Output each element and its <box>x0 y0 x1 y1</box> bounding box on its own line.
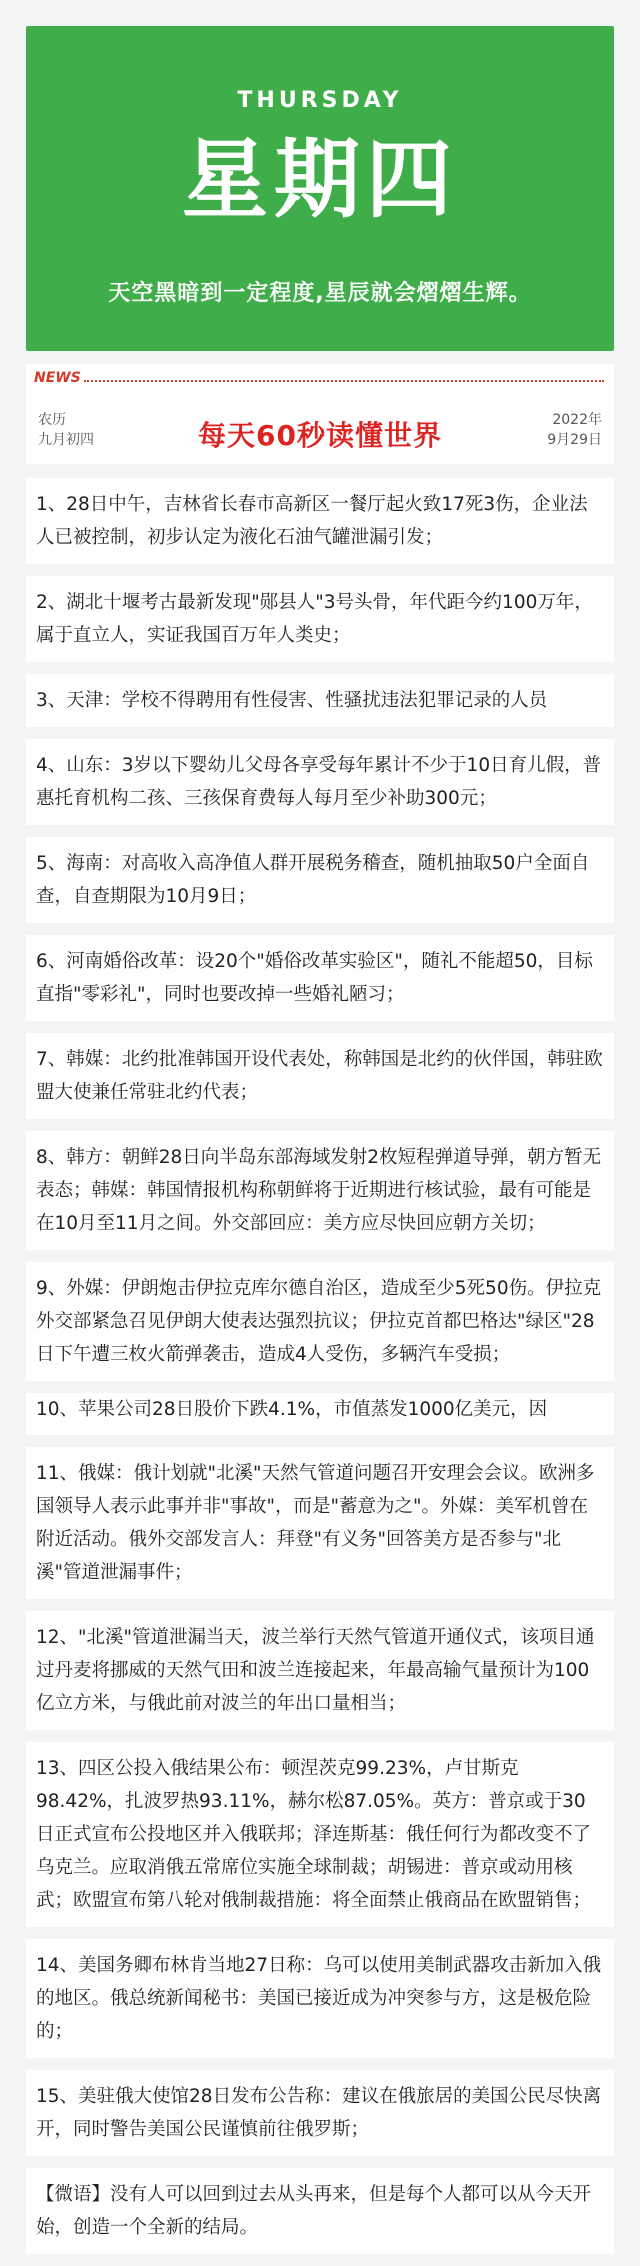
news-item-truncated: 10、苹果公司28日股价下跌4.1%，市值蒸发1000亿美元，因 <box>26 1393 614 1435</box>
news-item: 7、韩媒：北约批准韩国开设代表处，称韩国是北约的伙伴国，韩驻欧盟大使兼任常驻北约代表； <box>26 1033 614 1119</box>
news-item: 3、天津：学校不得聘用有性侵害、性骚扰违法犯罪记录的人员 <box>26 674 614 727</box>
lunar-day: 九月初四 <box>38 432 94 448</box>
news-item: 14、美国务卿布林肯当地27日称：乌可以使用美制武器攻击新加入俄的地区。俄总统新闻秘书：美国已接近成为冲突参与方，这是极危险的； <box>26 1939 614 2058</box>
news-item: 9、外媒：伊朗炮击伊拉克库尔德自治区，造成至少5死50伤。伊拉克外交部紧急召见伊朗大使表达强烈抗议；伊拉克首都巴格达"绿区"28日下午遭三枚火箭弹袭击，造成4人受伤，多辆汽车受损； <box>26 1262 614 1381</box>
news-item: 11、俄媒：俄计划就"北溪"天然气管道问题召开安理会会议。欧洲多国领导人表示此事并非"事故"，而是"蓄意为之"。外媒：美军机曾在附近活动。俄外交部发言人：拜登"有义务"回答美方是否参与"北溪"管道泄漏事件； <box>26 1447 614 1599</box>
news-item: 1、28日中午，吉林省长春市高新区一餐厅起火致17死3伤，企业法人已被控制，初步认定为液化石油气罐泄漏引发； <box>26 478 614 564</box>
page-title: 每天60秒读懂世界 <box>198 419 442 452</box>
closing-quote: 【微语】没有人可以回到过去从头再来，但是每个人都可以从今天开始，创造一个全新的结局。 <box>26 2168 614 2254</box>
lunar-label: 农历 <box>38 412 66 428</box>
news-item: 12、"北溪"管道泄漏当天，波兰举行天然气管道开通仪式，该项目通过丹麦将挪威的天然气田和波兰连接起来，年最高输气量预计为100亿立方米，与俄此前对波兰的年出口量相当； <box>26 1611 614 1730</box>
gregorian-date <box>547 410 602 450</box>
date-year: 2022年 <box>552 412 602 428</box>
news-item: 8、韩方：朝鲜28日向半岛东部海域发射2枚短程弹道导弹，朝方暂无表态；韩媒：韩国情报机构称朝鲜将于近期进行核试验，最有可能是在10月至11月之间。外交部回应：美方应尽快回应朝方关切； <box>26 1131 614 1250</box>
weekday-english: THURSDAY <box>237 88 403 113</box>
news-item: 4、山东：3岁以下婴幼儿父母各享受每年累计不少于10日育儿假，普惠托育机构二孩、三孩保育费每人每月至少补助300元； <box>26 739 614 825</box>
hero-banner <box>26 26 614 351</box>
news-header <box>26 364 614 464</box>
news-item: 6、河南婚俗改革：设20个"婚俗改革实验区"，随礼不能超50，目标直指"零彩礼"，同时也要改掉一些婚礼陋习； <box>26 935 614 1021</box>
news-tag: NEWS <box>34 370 81 386</box>
news-item: 5、海南：对高收入高净值人群开展税务稽查，随机抽取50户全面自查，自查期限为10月9日； <box>26 837 614 923</box>
news-item: 13、四区公投入俄结果公布：顿涅茨克99.23%，卢甘斯克98.42%，扎波罗热93.11%，赫尔松87.05%。英方：普京或于30日正式宣布公投地区并入俄联邦；泽连斯基：俄任何行为都改变不了乌克兰。应取消俄五常席位实施全球制裁；胡锡进：普京或动用核武；欧盟宣布第八轮对俄制裁措施：将全面禁止俄商品在欧盟销售； <box>26 1742 614 1927</box>
hero-quote: 天空黑暗到一定程度,星辰就会熠熠生辉。 <box>108 281 532 306</box>
weekday-chinese: 星期四 <box>182 130 458 230</box>
news-list <box>26 478 614 2266</box>
date-month-day: 9月29日 <box>547 432 602 448</box>
news-item: 2、湖北十堰考古最新发现"郧县人"3号头骨，年代距今约100万年，属于直立人，实证我国百万年人类史； <box>26 576 614 662</box>
news-divider <box>84 380 604 382</box>
news-item: 15、美驻俄大使馆28日发布公告称：建议在俄旅居的美国公民尽快离开，同时警告美国公民谨慎前往俄罗斯； <box>26 2070 614 2156</box>
